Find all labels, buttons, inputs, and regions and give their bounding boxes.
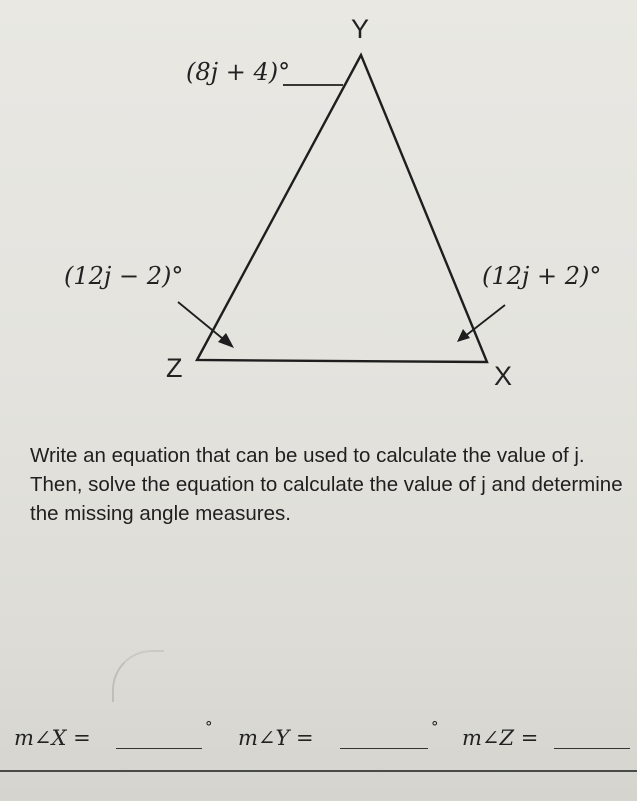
leader-line-z — [178, 302, 228, 343]
problem-text: Write an equation that can be used to calculate the value of j. Then, solve the equation to calculate the value of j and determine the missing angle measures. — [30, 444, 623, 525]
angle-z-label: m∠Z = — [462, 726, 539, 750]
degree-symbol-x: ° — [205, 718, 213, 736]
angle-label-y: (8j + 4)° — [186, 58, 291, 86]
angle-x-answer-blank[interactable] — [116, 748, 202, 749]
triangle-xyz — [197, 55, 487, 362]
angle-y-label: m∠Y = — [238, 726, 314, 750]
angle-x-label: m∠X = — [14, 726, 91, 750]
angle-y-answer-blank[interactable] — [340, 748, 428, 749]
vertex-label-y: Y — [351, 14, 370, 44]
angle-z-answer-blank[interactable] — [554, 748, 630, 749]
arrowhead-z — [218, 333, 234, 348]
faint-pencil-mark — [112, 650, 164, 702]
answer-row — [0, 718, 637, 758]
page-bottom-rule — [0, 770, 637, 772]
angle-label-x: (12j + 2)° — [482, 262, 602, 290]
angle-label-z: (12j − 2)° — [64, 262, 184, 290]
vertex-label-x: X — [494, 361, 513, 391]
arrowhead-x — [457, 329, 470, 342]
degree-symbol-y: ° — [431, 718, 439, 736]
vertex-label-z: Z — [166, 353, 183, 383]
